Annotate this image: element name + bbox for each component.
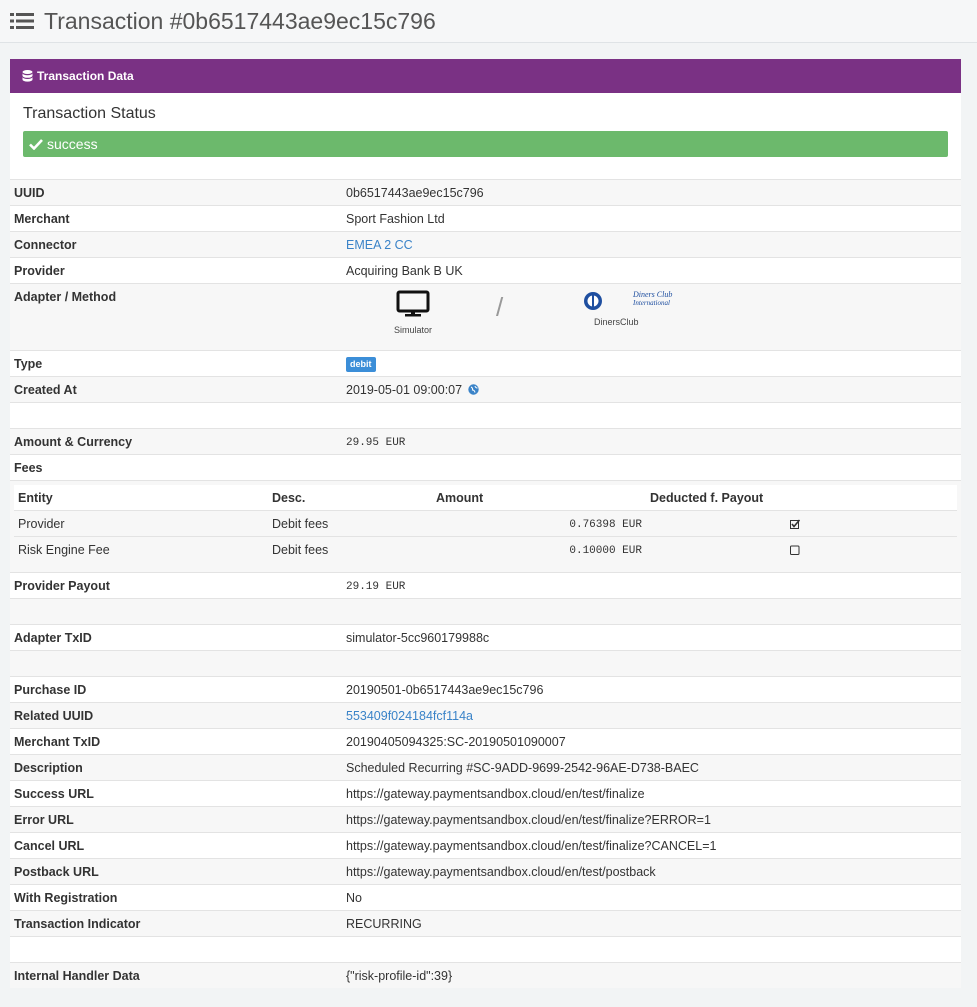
row-value: 0b6517443ae9ec15c796	[342, 180, 961, 206]
check-icon	[29, 138, 43, 150]
status-badge	[23, 131, 948, 157]
panel-heading	[10, 59, 961, 93]
method-label: DinersClub	[593, 317, 639, 327]
row-value-cell	[342, 377, 961, 403]
related-uuid-link[interactable]: 553409f024184fcf114a	[346, 708, 473, 723]
page-header	[0, 0, 977, 43]
row-key: Created At	[10, 377, 342, 403]
fees-amount: 0.76398 EUR	[569, 519, 642, 531]
fees-entity: Risk Engine Fee	[14, 537, 268, 563]
row-description	[10, 755, 961, 781]
row-value: RECURRING	[342, 911, 961, 937]
row-spacer	[10, 403, 961, 429]
fees-col-amount: Amount	[436, 490, 484, 505]
monitor-icon	[396, 290, 430, 318]
row-cancel-url	[10, 833, 961, 859]
row-value: https://gateway.paymentsandbox.cloud/en/test/finalize?CANCEL=1	[342, 833, 961, 859]
globe-icon[interactable]	[468, 384, 479, 395]
diners-club-logo-text: Diners Club International	[633, 290, 673, 307]
row-key: Cancel URL	[10, 833, 342, 859]
row-related-uuid	[10, 703, 961, 729]
row-merchant-txid	[10, 729, 961, 755]
fees-desc: Debit fees	[268, 511, 432, 537]
row-value: Acquiring Bank B UK	[342, 258, 961, 284]
fees-row	[14, 511, 957, 537]
fees-table	[14, 485, 957, 562]
fees-entity: Provider	[14, 511, 268, 537]
adapter-item	[394, 290, 432, 335]
created-value: 2019-05-01 09:00:07	[346, 382, 463, 397]
row-key: Success URL	[10, 781, 342, 807]
adapter-method-wrap	[346, 290, 957, 348]
row-connector	[10, 232, 961, 258]
adapter-separator: /	[496, 292, 504, 322]
fees-col-desc: Desc.	[272, 490, 306, 505]
row-value: 20190405094325:SC-20190501090007	[342, 729, 961, 755]
row-key: Fees	[10, 455, 342, 481]
fees-col-deducted: Deducted f. Payout	[650, 490, 764, 505]
row-postback-url	[10, 859, 961, 885]
fees-desc: Debit fees	[268, 537, 432, 563]
fees-header-row	[14, 485, 957, 511]
row-value: https://gateway.paymentsandbox.cloud/en/test/postback	[342, 859, 961, 885]
row-key: Connector	[10, 232, 342, 258]
row-uuid	[10, 180, 961, 206]
row-key: Merchant TxID	[10, 729, 342, 755]
row-key: Amount & Currency	[10, 429, 342, 455]
row-created-at	[10, 377, 961, 403]
fees-row	[14, 537, 957, 563]
fees-deducted-cell	[646, 537, 957, 563]
spacer	[10, 165, 961, 179]
row-type	[10, 351, 961, 377]
row-spacer	[10, 937, 961, 963]
row-key: Postback URL	[10, 859, 342, 885]
row-key: Adapter TxID	[10, 625, 342, 651]
row-key: Related UUID	[10, 703, 342, 729]
row-key: Error URL	[10, 807, 342, 833]
row-provider	[10, 258, 961, 284]
row-spacer	[10, 651, 961, 677]
transaction-panel	[10, 59, 961, 988]
row-transaction-indicator	[10, 911, 961, 937]
fees-amount-cell	[432, 537, 646, 563]
row-amount	[10, 429, 961, 455]
adapter-label: Simulator	[394, 325, 433, 335]
row-value: https://gateway.paymentsandbox.cloud/en/test/finalize?ERROR=1	[342, 807, 961, 833]
checked-checkbox-icon	[790, 519, 800, 529]
adapter-method-cell	[342, 284, 961, 351]
row-fees-table	[10, 481, 961, 573]
row-value: {"risk-profile-id":39}	[342, 963, 961, 989]
row-key: With Registration	[10, 885, 342, 911]
row-adapter-txid	[10, 625, 961, 651]
row-with-registration	[10, 885, 961, 911]
row-key: Provider	[10, 258, 342, 284]
fees-deducted-cell	[646, 511, 957, 537]
fees-amount-cell	[432, 511, 646, 537]
row-error-url	[10, 807, 961, 833]
row-value: 20190501-0b6517443ae9ec15c796	[342, 677, 961, 703]
row-key: Transaction Indicator	[10, 911, 342, 937]
status-value: success	[47, 136, 98, 152]
row-value: Sport Fashion Ltd	[342, 206, 961, 232]
row-key: Adapter / Method	[10, 284, 342, 351]
row-adapter-method	[10, 284, 961, 351]
row-value: simulator-5cc960179988c	[342, 625, 961, 651]
page-title: Transaction #0b6517443ae9ec15c796	[44, 7, 436, 34]
type-badge: debit	[346, 357, 376, 372]
database-icon	[22, 70, 33, 83]
connector-link[interactable]: EMEA 2 CC	[346, 237, 413, 252]
row-value: No	[342, 885, 961, 911]
row-merchant	[10, 206, 961, 232]
row-key: Provider Payout	[10, 573, 342, 599]
fees-col-entity: Entity	[18, 490, 53, 505]
row-purchase-id	[10, 677, 961, 703]
fees-table-cell	[10, 481, 961, 573]
amount-value: 29.95 EUR	[346, 437, 406, 449]
row-provider-payout	[10, 573, 961, 599]
status-block	[10, 93, 961, 165]
row-key: Merchant	[10, 206, 342, 232]
row-value-cell	[342, 703, 961, 729]
row-key: Description	[10, 755, 342, 781]
unchecked-checkbox-icon	[790, 545, 800, 555]
row-value-cell	[342, 573, 961, 599]
list-icon	[10, 12, 34, 30]
row-internal-handler-data	[10, 963, 961, 989]
row-value-cell	[342, 429, 961, 455]
status-title: Transaction Status	[23, 105, 156, 122]
payout-value: 29.19 EUR	[346, 581, 406, 593]
details-table	[10, 179, 961, 988]
row-success-url	[10, 781, 961, 807]
row-key: Purchase ID	[10, 677, 342, 703]
row-key: Internal Handler Data	[10, 963, 342, 989]
row-value-cell	[342, 232, 961, 258]
panel-title: Transaction Data	[37, 69, 134, 83]
row-value: Scheduled Recurring #SC-9ADD-9699-2542-96AE-D738-BAEC	[342, 755, 961, 781]
row-fees	[10, 455, 961, 481]
fees-amount: 0.10000 EUR	[569, 545, 642, 557]
row-value: https://gateway.paymentsandbox.cloud/en/test/finalize	[342, 781, 961, 807]
row-key: UUID	[10, 180, 342, 206]
row-key: Type	[10, 351, 342, 377]
row-value-cell	[342, 351, 961, 377]
row-spacer	[10, 599, 961, 625]
